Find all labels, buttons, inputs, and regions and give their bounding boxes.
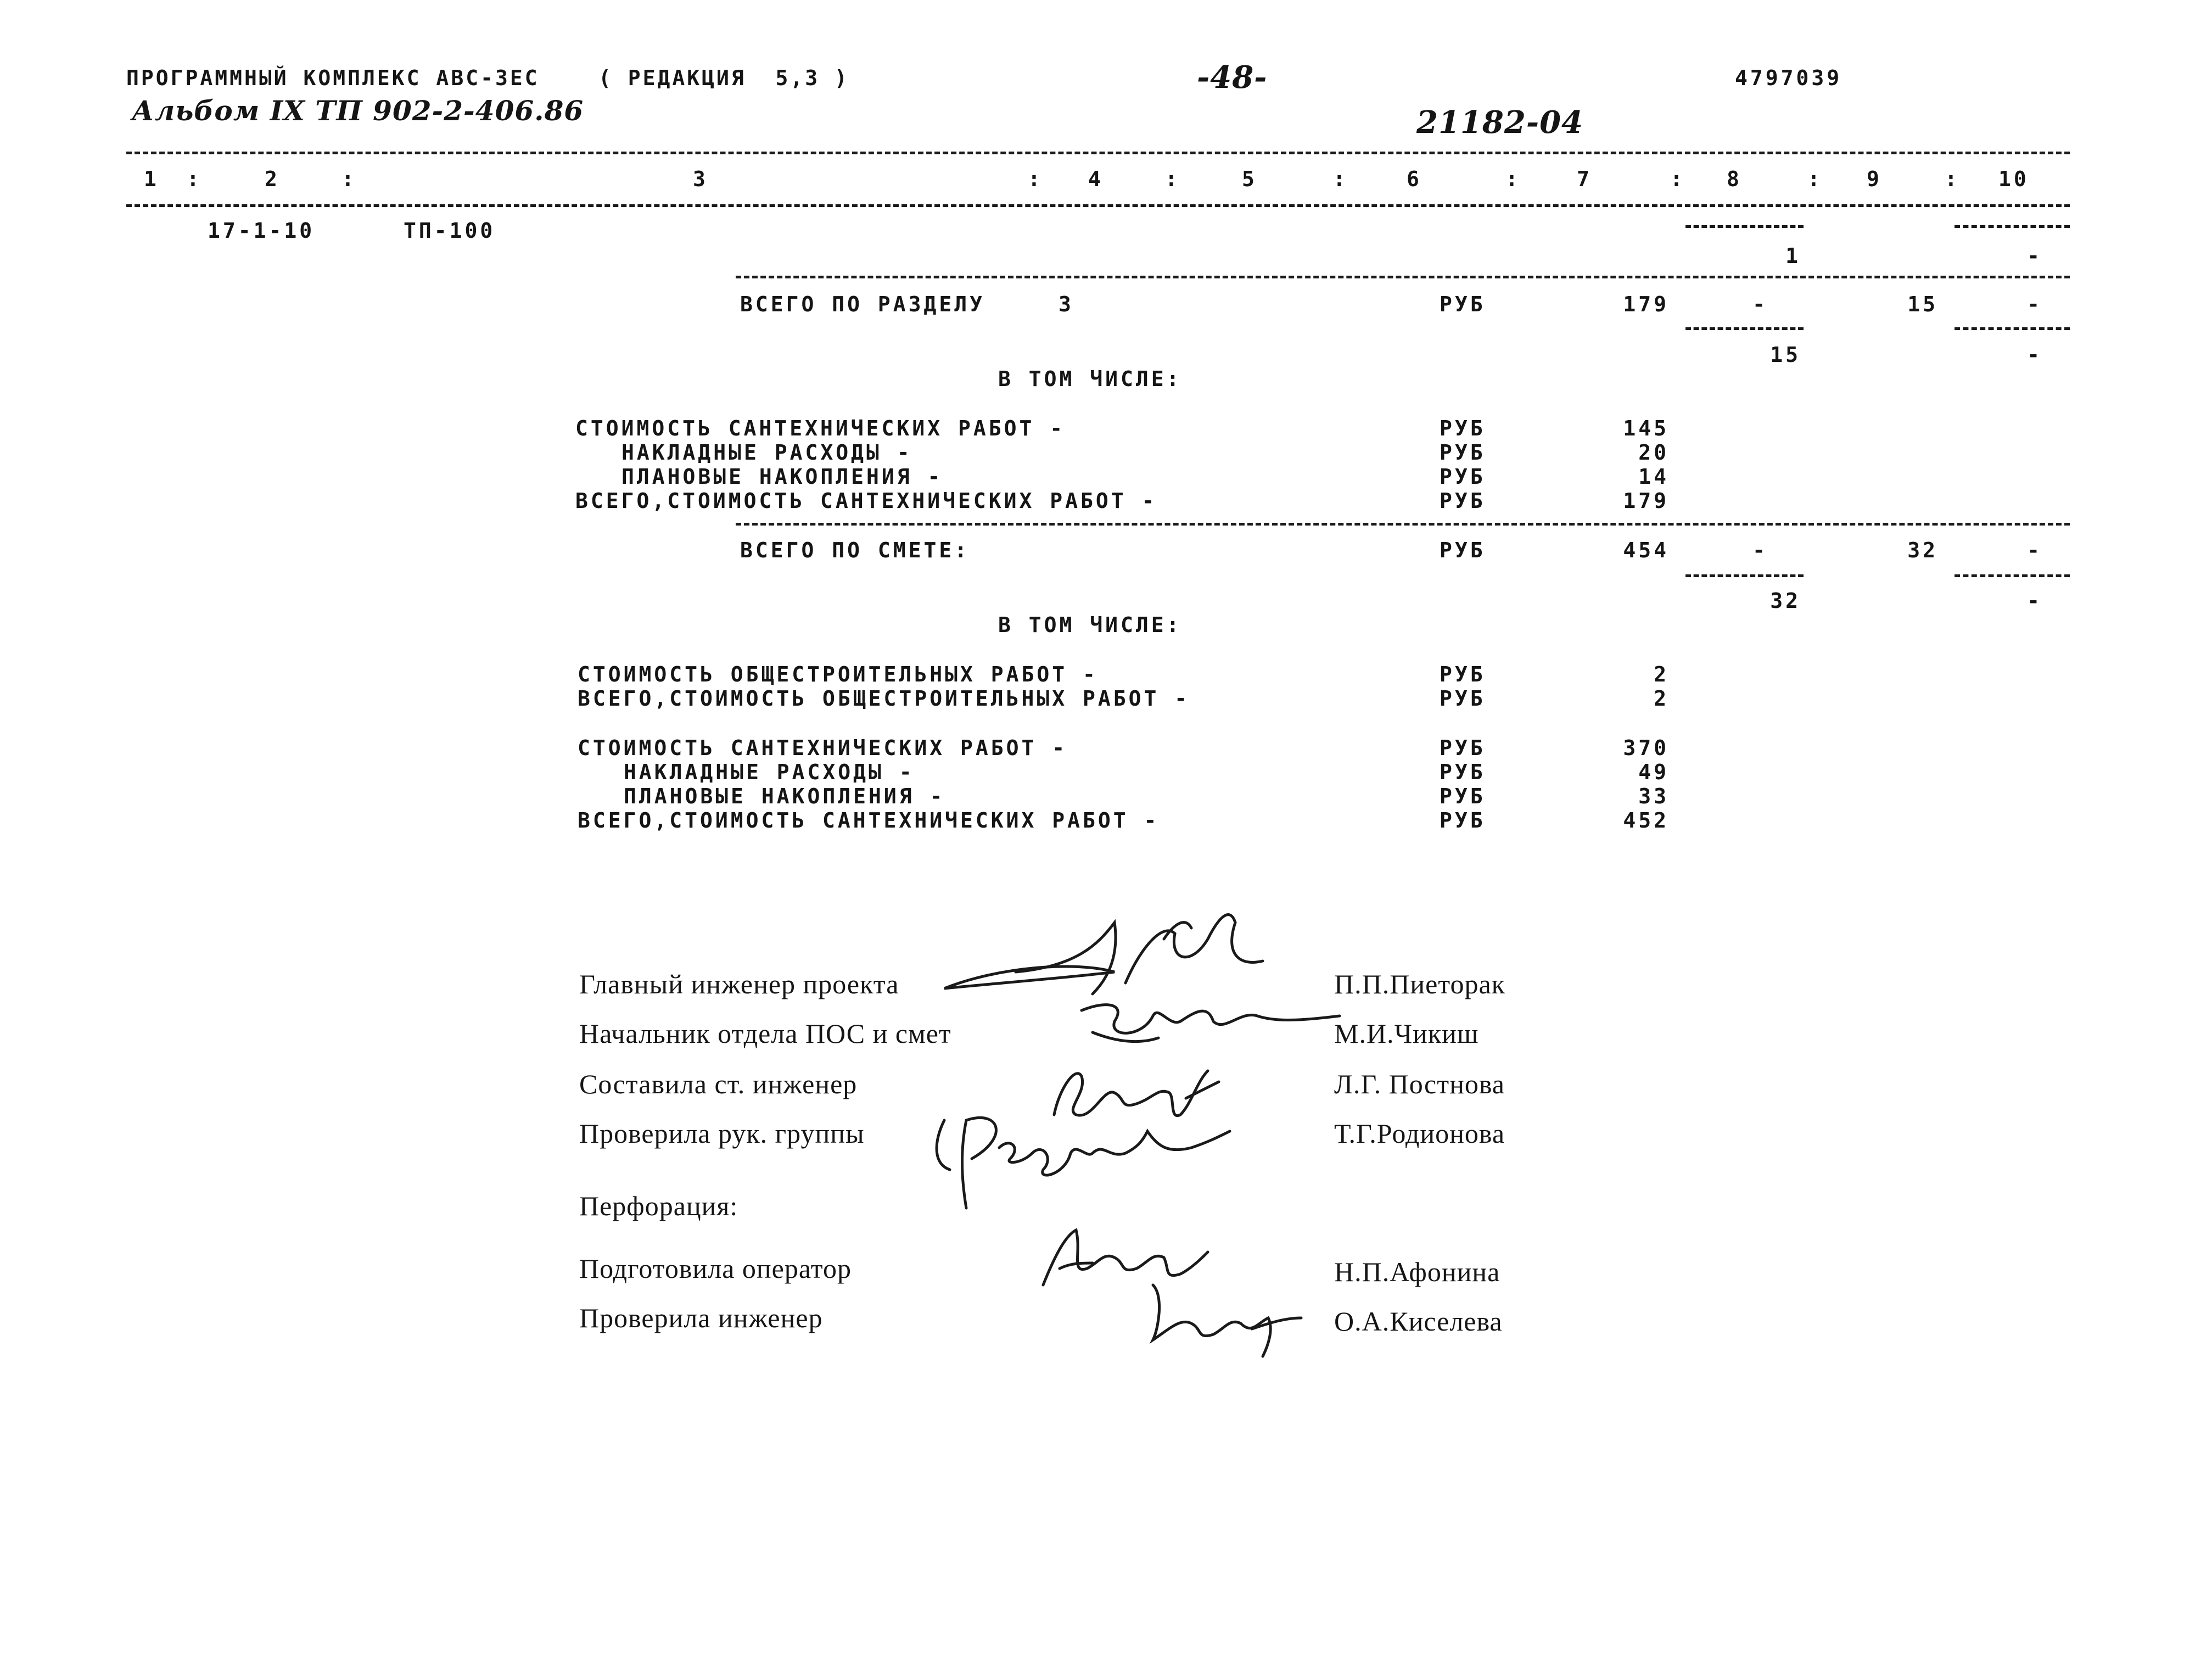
estimate-label: ВСЕГО ПО СМЕТЕ:: [740, 538, 970, 562]
section-c10-top: -: [2027, 292, 2042, 316]
estimate-unit: РУБ: [1440, 538, 1486, 562]
estimate-c8-top: -: [1752, 538, 1768, 562]
doc-code: 21182-04: [1416, 104, 1583, 141]
col-sep: :: [1333, 167, 1348, 191]
row-ref: ТП-100: [404, 219, 496, 243]
section-item-unit: РУБ: [1440, 440, 1486, 465]
col-6: 6: [1407, 167, 1422, 191]
estimate-g2-unit: РУБ: [1440, 760, 1486, 784]
estimate-g2-value: 49: [1638, 760, 1669, 784]
section-item-unit: РУБ: [1440, 489, 1486, 513]
signature-role: Проверила рук. группы: [579, 1118, 865, 1149]
estimate-g2-value: 370: [1623, 736, 1669, 760]
estimate-g2-label: НАКЛАДНЫЕ РАСХОДЫ -: [624, 760, 915, 784]
header-rule-top: [126, 152, 2070, 154]
col-sep: :: [1505, 167, 1521, 191]
perforation-name: О.А.Киселева: [1334, 1306, 1503, 1337]
section-total: 179: [1623, 292, 1669, 316]
section-unit: РУБ: [1440, 292, 1486, 316]
estimate-c9: 32: [1907, 538, 1938, 562]
estimate-c8-rule: [1685, 574, 1804, 577]
page-number: -48-: [1197, 59, 1268, 96]
row-c8-rule: [1685, 225, 1804, 228]
col-sep: :: [187, 167, 202, 191]
doc-number: 4797039: [1735, 66, 1843, 90]
row-c10-value: -: [2027, 244, 2042, 268]
estimate-g2-value: 33: [1638, 784, 1669, 808]
perforation-name: Н.П.Афонина: [1334, 1256, 1500, 1287]
perforation-role: Проверила инженер: [579, 1303, 823, 1333]
section-c8-bottom: 15: [1770, 343, 1801, 367]
signature-name: П.П.Пиеторак: [1334, 969, 1505, 999]
estimate-g1-value: 2: [1654, 662, 1669, 686]
col-sep: :: [1028, 167, 1043, 191]
estimate-g1-unit: РУБ: [1440, 662, 1486, 686]
section-c10-bottom: -: [2027, 343, 2042, 367]
estimate-g1-label: СТОИМОСТЬ ОБЩЕСТРОИТЕЛЬНЫХ РАБОТ -: [578, 662, 1098, 686]
col-8: 8: [1727, 167, 1742, 191]
section-c9: 15: [1907, 292, 1938, 316]
estimate-g1-unit: РУБ: [1440, 686, 1486, 711]
signature-scribble-department-head: [1076, 988, 1351, 1057]
section-item-label: ПЛАНОВЫЕ НАКОПЛЕНИЯ -: [621, 465, 943, 489]
signature-name: Т.Г.Родионова: [1334, 1118, 1505, 1149]
signature-role: Главный инженер проекта: [579, 969, 899, 999]
section-item-unit: РУБ: [1440, 416, 1486, 440]
col-9: 9: [1867, 167, 1882, 191]
estimate-g2-value: 452: [1623, 808, 1669, 832]
section-item-value: 14: [1638, 465, 1669, 489]
section-item-label: ВСЕГО,СТОИМОСТЬ САНТЕХНИЧЕСКИХ РАБОТ -: [575, 489, 1157, 513]
estimate-g2-unit: РУБ: [1440, 736, 1486, 760]
col-5: 5: [1242, 167, 1257, 191]
col-sep: :: [1670, 167, 1685, 191]
section-c8-top: -: [1752, 292, 1768, 316]
col-sep: :: [341, 167, 357, 191]
section-item-value: 145: [1623, 416, 1669, 440]
program-title: ПРОГРАММНЫЙ КОМПЛЕКС АВС-ЗЕС: [126, 66, 540, 90]
section-incl-heading: В ТОМ ЧИСЛЕ:: [998, 367, 1182, 391]
section-rule: [736, 276, 2070, 278]
row-c10-rule: [1955, 225, 2070, 228]
col-10: 10: [1998, 167, 2029, 191]
estimate-g1-value: 2: [1654, 686, 1669, 711]
col-3: 3: [693, 167, 708, 191]
section-label: ВСЕГО ПО РАЗДЕЛУ: [740, 292, 985, 316]
col-1: 1: [144, 167, 159, 191]
section-item-label: СТОИМОСТЬ САНТЕХНИЧЕСКИХ РАБОТ -: [575, 416, 1066, 440]
signature-scribble-checker: [1142, 1274, 1307, 1365]
estimate-total: 454: [1623, 538, 1669, 562]
section-c8-rule: [1685, 327, 1804, 330]
row-code: 17-1-10: [208, 219, 315, 243]
estimate-g2-unit: РУБ: [1440, 784, 1486, 808]
col-sep: :: [1945, 167, 1960, 191]
estimate-g2-label: ВСЕГО,СТОИМОСТЬ САНТЕХНИЧЕСКИХ РАБОТ -: [578, 808, 1160, 832]
section-item-value: 179: [1623, 489, 1669, 513]
col-4: 4: [1088, 167, 1104, 191]
estimate-g2-unit: РУБ: [1440, 808, 1486, 832]
signature-scribble-group-lead: [928, 1098, 1235, 1211]
section-item-unit: РУБ: [1440, 465, 1486, 489]
edition-label: ( РЕДАКЦИЯ 5,3 ): [598, 66, 849, 90]
col-sep: :: [1165, 167, 1180, 191]
col-sep: :: [1807, 167, 1823, 191]
row-c8-value: 1: [1785, 244, 1801, 268]
perforation-role: Подготовила оператор: [579, 1253, 852, 1284]
col-7: 7: [1577, 167, 1592, 191]
section-item-label: НАКЛАДНЫЕ РАСХОДЫ -: [621, 440, 912, 465]
estimate-g2-label: СТОИМОСТЬ САНТЕХНИЧЕСКИХ РАБОТ -: [578, 736, 1068, 760]
estimate-c8-bottom: 32: [1770, 589, 1801, 613]
signature-role: Составила ст. инженер: [579, 1069, 858, 1099]
signature-name: Л.Г. Постнова: [1334, 1069, 1505, 1099]
estimate-g1-label: ВСЕГО,СТОИМОСТЬ ОБЩЕСТРОИТЕЛЬНЫХ РАБОТ -: [578, 686, 1190, 711]
col-2: 2: [265, 167, 280, 191]
album-title: Альбом IX ТП 902-2-406.86: [132, 94, 584, 127]
estimate-rule: [736, 523, 2070, 526]
estimate-g2-label: ПЛАНОВЫЕ НАКОПЛЕНИЯ -: [624, 784, 945, 808]
perforation-title: Перфорация:: [579, 1191, 738, 1221]
signature-name: М.И.Чикиш: [1334, 1018, 1479, 1049]
section-num: 3: [1059, 292, 1074, 316]
header-rule-bottom: [126, 204, 2070, 207]
signature-role: Начальник отдела ПОС и смет: [579, 1018, 951, 1049]
section-item-value: 20: [1638, 440, 1669, 465]
section-c10-rule: [1955, 327, 2070, 330]
estimate-c10-top: -: [2027, 538, 2042, 562]
estimate-c10-bottom: -: [2027, 589, 2042, 613]
estimate-c10-rule: [1955, 574, 2070, 577]
estimate-incl-heading: В ТОМ ЧИСЛЕ:: [998, 613, 1182, 637]
